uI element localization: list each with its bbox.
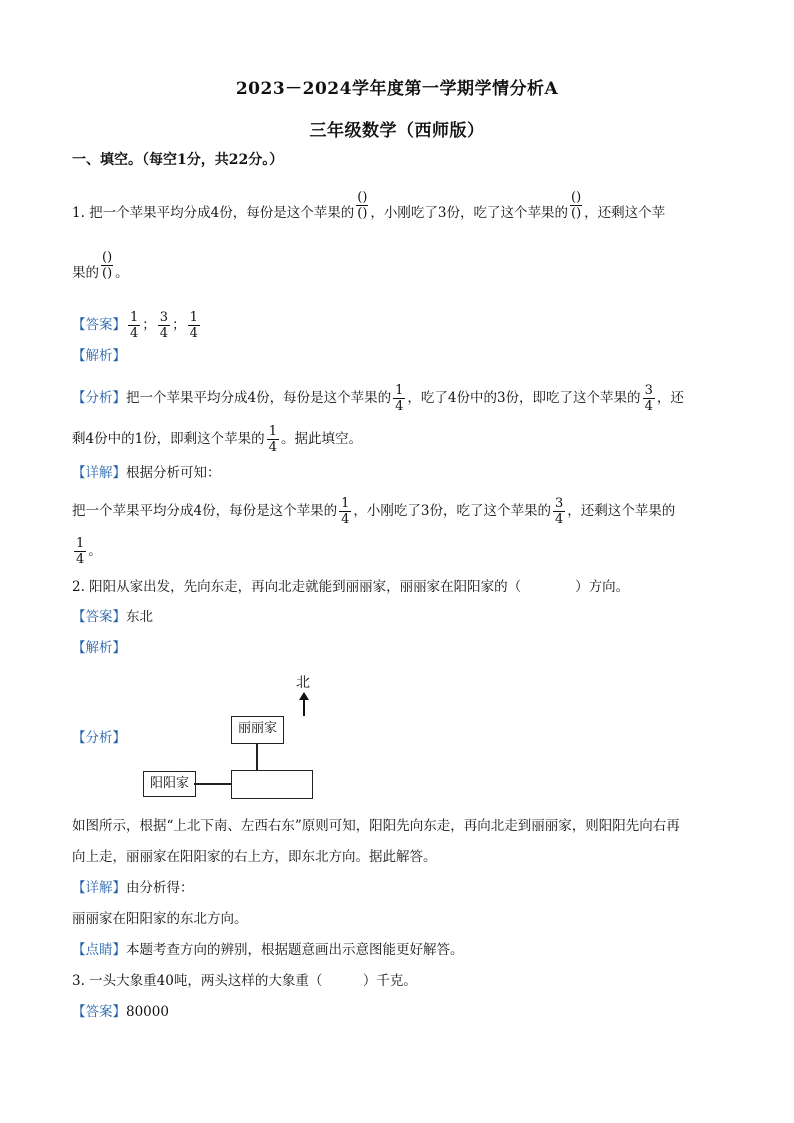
numerator: 1 [268,424,277,439]
q1-blank-fraction-2 [570,190,582,221]
numerator: 1 [189,310,198,325]
q1-blank-fraction-3 [101,250,113,281]
q2-answer-line [72,607,153,627]
document-title: 2023－2024学年度第一学期学情分析A [235,79,559,99]
q1-jiexi-tag: 【解析】 [72,348,126,364]
q1-xiangjie-b: ，小刚吃了3份，吃了这个苹果的 [353,503,551,519]
connector-horizontal [194,783,231,785]
q1-text-e: 。 [115,265,129,281]
q3-answer-line [72,1002,169,1022]
q1-text-line2 [72,250,129,289]
denominator: 4 [159,326,169,341]
q2-explain-line2: 向上走，丽丽家在阳阳家的右上方，即东北方向。据此解答。 [72,849,437,865]
q1-text-line1 [72,190,666,229]
q3-answer: 80000 [126,1004,169,1020]
q1-fenxi-c: ，还 [656,390,684,406]
numerator: 1 [76,536,85,551]
answer-separator: ； [142,317,156,333]
blank-denominator: () [357,206,368,221]
numerator: 1 [395,383,404,398]
blank-denominator: () [102,266,113,281]
blank-numerator: () [357,190,368,205]
q1-text-c: ，还剩这个苹 [584,205,666,221]
q1-xiangjie-c: ，还剩这个苹果的 [567,503,676,519]
section-heading: 一、填空。（每空1分，共22分。） [72,152,284,168]
answer-tag: 【答案】 [72,1004,126,1020]
q2-answer: 东北 [126,609,153,625]
numerator: 1 [130,310,139,325]
denominator: 4 [76,552,85,567]
q1-fenxi-d: 剩4份中的1份，即剩这个苹果的 [72,431,265,447]
denominator: 4 [554,512,564,527]
answer-tag: 【答案】 [72,317,126,333]
fenxi-tag: 【分析】 [72,390,126,406]
q2-fenxi-tag: 【分析】 [72,730,126,746]
answer-separator: ； [172,317,186,333]
connector-vertical [256,743,258,771]
fraction-three-quarters [553,496,565,527]
answer-fraction-3 [188,310,200,341]
fraction-one-quarter [339,496,351,527]
q1-xiangjie-line2 [72,536,102,567]
numerator: 3 [644,383,653,398]
blank-numerator: () [102,250,113,265]
fraction-one-quarter [393,383,405,414]
q1-text-d: 果的 [72,265,99,281]
q1-xiangjie-line [72,463,221,483]
q1-fenxi-b: ，吃了4份中的3份，即吃了这个苹果的 [407,390,641,406]
denominator: 4 [644,399,653,414]
answer-tag: 【答案】 [72,609,126,625]
denominator: 4 [395,399,404,414]
fraction-one-quarter [267,424,279,455]
xiangjie-tag: 【详解】 [72,465,126,481]
north-label: 北 [296,675,310,691]
q1-fenxi-e: 。据此填空。 [280,431,362,447]
q2-xiangjie-intro: 由分析得： [126,880,194,896]
q1-fenxi-line2 [72,424,362,455]
q1-xiangjie-line1 [72,496,675,527]
q1-xiangjie-d: 。 [88,543,102,559]
q1-blank-fraction-1 [356,190,368,221]
q2-dianjing-line [72,940,464,960]
blank-denominator: () [571,206,582,221]
q2-jiexi-tag: 【解析】 [72,640,126,656]
q1-text-a: 1. 把一个苹果平均分成4份，每份是这个苹果的 [72,205,355,221]
document-subtitle: 三年级数学（西师版） [309,121,485,141]
q1-text-b: ，小刚吃了3份，吃了这个苹果的 [370,205,569,221]
q1-xiangjie-intro: 根据分析可知： [126,465,221,481]
lili-home-box: 丽丽家 [231,716,284,744]
xiangjie-tag: 【详解】 [72,880,126,896]
q2-dianjing-text: 本题考查方向的辨别，根据题意画出示意图能更好解答。 [126,942,464,958]
q2-xiangjie-text: 丽丽家在阳阳家的东北方向。 [72,911,248,927]
answer-fraction-1 [128,310,140,341]
yangyang-home-box: 阳阳家 [143,771,196,797]
denominator: 4 [341,512,350,527]
dianjing-tag: 【点睛】 [72,942,126,958]
north-arrow-icon [296,692,312,718]
fraction-one-quarter [74,536,86,567]
blank-numerator: () [571,190,582,205]
denominator: 4 [189,326,198,341]
q1-fenxi-line1 [72,383,684,414]
q1-answer-line [72,310,202,341]
numerator: 3 [159,310,169,325]
fraction-three-quarters [643,383,655,414]
numerator: 1 [341,496,350,511]
answer-fraction-2 [158,310,170,341]
denominator: 4 [268,440,277,455]
q1-xiangjie-a: 把一个苹果平均分成4份，每份是这个苹果的 [72,503,338,519]
numerator: 3 [554,496,564,511]
q2-xiangjie-line [72,878,194,898]
q2-explain-line1: 如图所示，根据“上北下南、左西右东”原则可知，阳阳先向东走，再向北走到丽丽家，则阳阳先向右再 [72,818,680,834]
q3-text: 3. 一头大象重40吨，两头这样的大象重（ ）千克。 [72,973,417,989]
q2-text: 2. 阳阳从家出发，先向东走，再向北走就能到丽丽家，丽丽家在阳阳家的（ ）方向。 [72,579,630,595]
denominator: 4 [130,326,139,341]
yangyang-destination-box [231,770,313,799]
q1-fenxi-a: 把一个苹果平均分成4份，每份是这个苹果的 [126,390,392,406]
